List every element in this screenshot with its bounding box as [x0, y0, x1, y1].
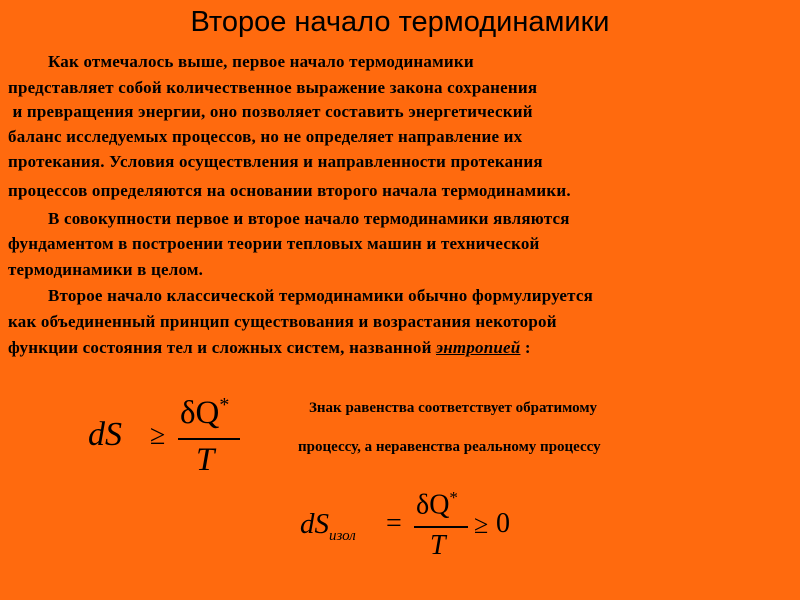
formula-1-delta-q: δQ [180, 395, 220, 431]
note-line-2: процессу, а неравенства реальному процессу [298, 439, 601, 455]
note-line-1: Знак равенства соответствует обратимому [309, 400, 598, 416]
slide-title: Второе начало термодинамики [190, 6, 610, 38]
paragraph-3-line-2: как объединенный принцип существования и возрастания некоторой [8, 312, 557, 331]
paragraph-1-line-1: Как отмечалось выше, первое начало термодинамики [48, 52, 474, 71]
formula-1-relation: ≥ [150, 420, 166, 451]
paragraph-3-line-1: Второе начало классической термодинамики обычно формулируется [48, 286, 594, 305]
formula-2-delta-q: δQ [416, 489, 450, 521]
paragraph-3-line-3 [8, 338, 531, 358]
paragraph-1-line-5: протекания. Условия осуществления и направленности протекания [8, 152, 543, 171]
paragraph-1-line-3: и превращения энергии, оно позволяет составить энергетический [8, 102, 533, 121]
formula-2-denominator: T [430, 530, 446, 561]
formula-1-superscript: * [219, 394, 230, 416]
paragraph-2-line-2: фундаментом в построении теории тепловых машин и технической [8, 234, 540, 253]
paragraph-1-line-2: представляет собой количественное выражение закона сохранения [8, 78, 538, 97]
paragraph-1-line-6: процессов определяются на основании второго начала термодинамики. [8, 181, 571, 200]
formula-1-fraction-bar [178, 438, 240, 440]
formula-2-fraction-bar [414, 526, 468, 528]
formula-2-equals: = [386, 508, 402, 539]
formula-2-relation: ≥ [474, 510, 489, 539]
formula-2-numerator [416, 488, 458, 521]
paragraph-2-line-1: В совокупности первое и второе начало термодинамики являются [48, 209, 570, 228]
formula-1-numerator [180, 394, 229, 432]
entropy-term: энтропией [436, 338, 521, 357]
paragraph-3-line-3-text: функции состояния тел и сложных систем, названной [8, 338, 437, 357]
paragraph-3-line-3-end: : [520, 338, 531, 357]
formula-2-superscript: * [449, 488, 458, 507]
paragraph-2-line-3: термодинамики в целом. [8, 260, 204, 279]
formula-2-ds: dS [300, 508, 329, 540]
formula-1-denominator: T [196, 442, 215, 478]
formula-2-rhs: 0 [496, 508, 510, 539]
formula-2-lhs [300, 508, 356, 545]
paragraph-1-line-4: баланс исследуемых процессов, но не определяет направление их [8, 127, 523, 146]
formula-1-lhs: dS [88, 416, 122, 453]
formula-2-subscript: изол [329, 527, 356, 544]
